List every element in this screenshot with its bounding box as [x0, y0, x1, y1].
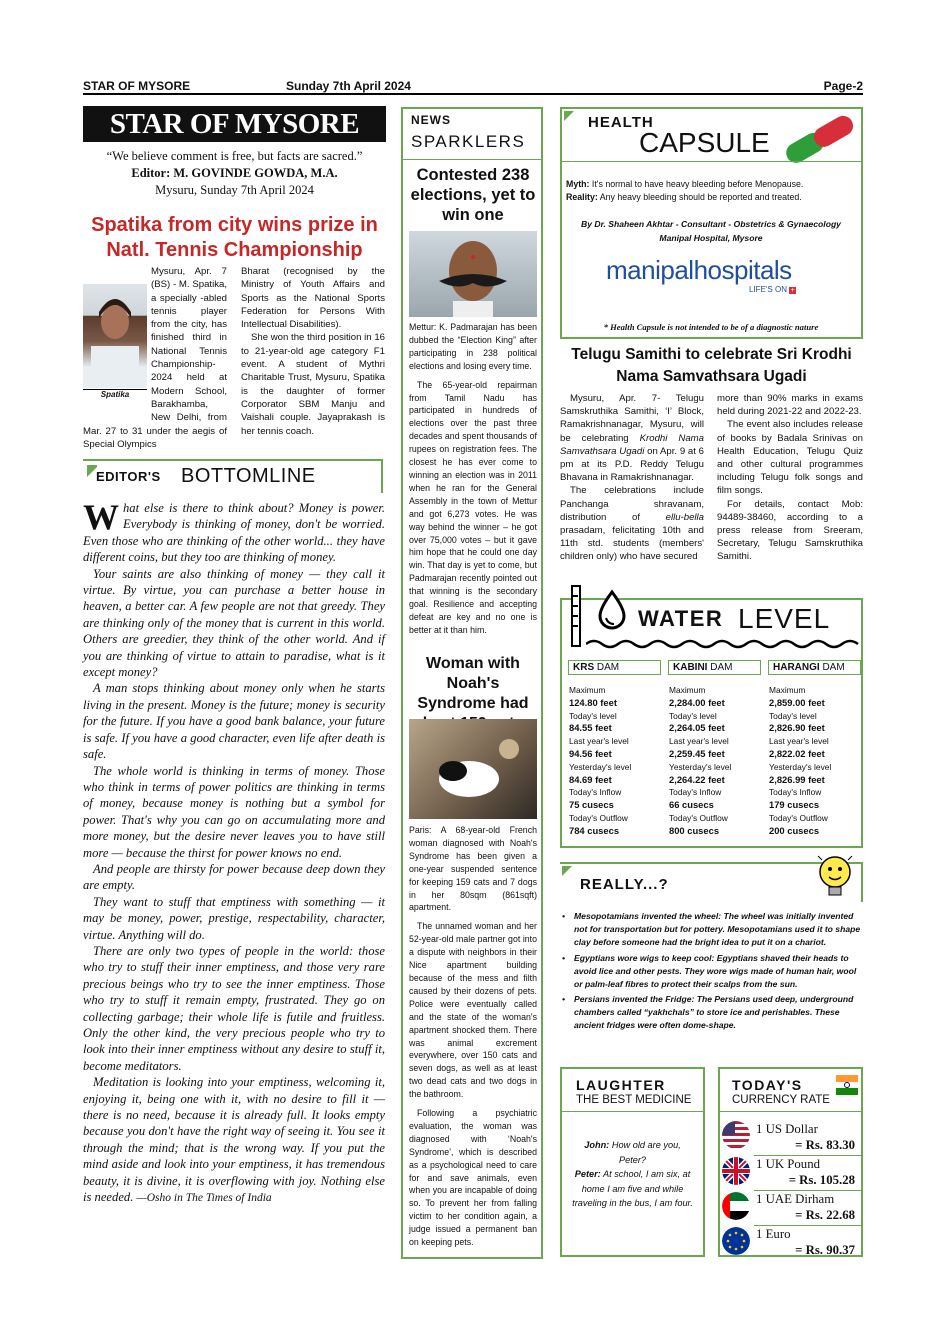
telugu-c1-italic2: ellu-bella [665, 511, 705, 523]
news-label-a: NEWS [411, 113, 451, 127]
cats-dogs-photo [409, 719, 537, 819]
joke-line-1: How old are you, Peter? [611, 1140, 681, 1165]
editorial-p1: hat else is there to think about? Money is power. Everybody is thinking of money, don't be worried. Even those who are thinking of the other world... they have different coins, but they too are thinking of money. [83, 501, 385, 565]
editorial-credit: —Osho in The Times of India [136, 1192, 272, 1205]
dam-suffix: DAM [596, 662, 620, 673]
news-s2-p1: Paris: A 68-year-old French woman diagnosed with Noah's Syndrome has been given a one-year suspended sentence for keeping 159 cats and 7 dogs in her 80sqm (861sqft) apartment. [409, 825, 537, 913]
currency-label-a: TODAY'S [732, 1077, 803, 1093]
editorial-p2: Your saints are also thinking of money — they call it virtue. By virtue, you can purchase a better house in heaven, a better car. A few people are not that greedy. They are thinking only of the money that is current in this world. Others are greedier, they think of the other world. And if you are thinking of virtue to attain to paradise, what is it except money? [83, 566, 385, 680]
health-note: * Health Capsule is not intended to be of a diagnostic nature [603, 322, 819, 332]
row-value: 800 cusecs [669, 824, 720, 836]
manipal-logo [606, 255, 792, 286]
corner-triangle-icon [562, 866, 572, 876]
telugu-c1c: The celebrations include Panchanga shravanam, distribution of [560, 485, 704, 523]
health-myth [566, 178, 856, 204]
health-label-a: HEALTH [588, 114, 654, 131]
dam-header-krs [568, 660, 661, 675]
really-item [562, 952, 862, 991]
logo-part-b: hospitals [693, 255, 792, 285]
editorial-p5: And people are thirsty for power because deep down they are empty. [83, 861, 385, 893]
currency-name: 1 UK Pound [756, 1157, 820, 1171]
bullet-icon: • [562, 952, 566, 963]
news-s1-p2: The 65-year-old repairman from Tamil Nadu has participated in hundreds of elections over the past three decades and spent thousands of rupees on registration fees. The closest he has ever come to winning an election was in 2011 when he ran for the General Assembly in the town of Mettur and got 6,273 votes. He was way behind the winner – he got over 75,000 votes – but it gave him hope that he could one day win. That day is yet to come, but Padmarajan recently pointed out that winning is the secondary goal. Resilience and accepting defeat are key and no one is better at it than him. [409, 379, 537, 635]
telugu-col1 [560, 392, 704, 564]
editorial-p3: A man stops thinking about money only when he starts living in the present. Money is the future; money is security for the future. If you have a good bank balance, your future is safe. If you have a good character, even life after death is safe. [83, 681, 385, 762]
joke-speaker-1: John: [584, 1140, 610, 1150]
really-label: REALLY...? [580, 876, 669, 893]
lead-col1 [83, 265, 227, 451]
row-label: Last year's level [669, 736, 729, 747]
photo-wrap-spacer [83, 283, 151, 418]
news-label-b: SPARKLERS [411, 132, 526, 151]
animals-graphic [409, 719, 537, 819]
news-story1 [409, 321, 537, 637]
really-item [562, 910, 862, 949]
eu-flag-icon [722, 1227, 750, 1255]
wave-line-graphic [586, 638, 862, 650]
news-sparklers-box [401, 107, 543, 1259]
row-value: 66 cusecs [669, 799, 714, 811]
row-label: Today's Outflow [669, 812, 728, 823]
row-label: Today's Outflow [569, 812, 628, 823]
dam-name: KRS [573, 662, 595, 673]
laughter-label-a: LAUGHTER [576, 1077, 666, 1093]
currency-divider [720, 1111, 861, 1112]
tagline-text: LIFE'S ON [749, 285, 787, 294]
telugu-c2b: The event also includes release of books by Badala Srinivas on Health Education, Telugu Quiz and other cultural programmes including Telugu folk songs and film songs. [717, 419, 863, 497]
health-byline [566, 217, 856, 245]
currency-name: 1 US Dollar [756, 1122, 818, 1136]
editorial-header [83, 459, 383, 493]
lightbulb-icon [812, 852, 858, 904]
us-flag-icon [722, 1121, 750, 1149]
man-portrait-graphic [409, 231, 537, 317]
row-value: 784 cusecs [569, 824, 620, 836]
header-date: Sunday 7th April 2024 [286, 79, 411, 93]
lead-col2 [241, 265, 385, 438]
row-label: Today's Outflow [769, 812, 828, 823]
dam-data-krs [569, 684, 664, 838]
row-label: Maximum [769, 685, 806, 695]
dam-data-kabini [669, 684, 764, 838]
currency-value: = Rs. 83.30 [795, 1138, 855, 1152]
currency-value: = Rs. 22.68 [795, 1208, 855, 1222]
editorial-label-a: EDITOR'S [96, 469, 161, 484]
uk-flag-icon [722, 1157, 750, 1185]
telugu-c1b: on Apr. 9 at 6 pm at its P.D. Reddy Telugu Bhavana in Ramakrishnanagar. [560, 445, 704, 484]
editorial-p6: They want to stuff that emptiness with something — it may be money, power, prestige, respectability, character, virtue. Anything will do. [83, 894, 385, 942]
telugu-headline: Telugu Samithi to celebrate Sri Krodhi Nama Samvathsara Ugadi [571, 346, 852, 385]
laughter-divider [562, 1111, 703, 1112]
myth-text: It's normal to have heavy bleeding before Menopause. [591, 179, 804, 189]
laughter-joke [570, 1138, 695, 1211]
india-flag-icon [836, 1075, 858, 1095]
row-value: 94.56 feet [569, 747, 612, 759]
reality-label: Reality: [566, 192, 598, 202]
election-king-photo [409, 231, 537, 317]
currency-value: = Rs. 105.28 [788, 1173, 855, 1187]
row-value: 2,264.22 feet [669, 773, 725, 785]
health-label-b: CAPSULE [639, 127, 770, 158]
telugu-c1-italic: Krodhi Nama Samvathsara Ugadi [560, 432, 704, 457]
row-label: Today's level [769, 710, 817, 721]
dateline: Mysuru, Sunday 7th April 2024 [155, 183, 314, 197]
currency-value: = Rs. 90.37 [795, 1243, 855, 1257]
row-value: 2,822.02 feet [769, 747, 825, 759]
news-divider [403, 159, 541, 160]
currency-box [718, 1067, 863, 1257]
water-label-a: WATER [638, 606, 724, 631]
bullet-icon: • [562, 994, 566, 1005]
really-item-text: Persians invented the Fridge: The Persians used deep, underground chambers called “yakhchals” to store ice and perishables. These ancient fridges were often dome-shape. [574, 994, 854, 1031]
telugu-c1d: prasadam, felicitating 10th and 11th std. students (members' children only) who have secured [560, 525, 704, 563]
editorial-body [83, 497, 385, 1206]
row-value: 2,859.00 feet [769, 696, 825, 708]
news-story2 [409, 824, 537, 1249]
health-hospital: Manipal Hospital, Mysore [659, 233, 763, 243]
dam-suffix: DAM [822, 662, 845, 673]
uae-flag-icon [722, 1192, 750, 1220]
row-value: 200 cusecs [769, 824, 820, 836]
editorial-p7: There are only two types of people in the world: those who try to stuff their inner emptiness, and those very rare precious beings who try to see the inner emptiness. Those who try to stuff it remain empty, frustrated. They go on collecting garbage; their whole life is futile and fruitless. Only the other kind, the very precious people who try to look into their inner emptiness without any desire to stuff it, become meditators. [83, 943, 385, 1073]
row-value: 2,259.45 feet [669, 747, 725, 759]
row-value: 75 cusecs [569, 799, 614, 811]
health-author: By Dr. Shaheen Akhtar - Consultant - Obstetrics & Gynaecology [581, 219, 841, 229]
dam-name: HARANGI [773, 662, 820, 673]
joke-line-2: At school, I am six, at home I am five and while traveling in the bus, I am four. [572, 1169, 693, 1209]
health-capsule-box [560, 107, 863, 339]
dam-data-harangi [769, 684, 864, 838]
bullet-icon: • [562, 911, 566, 921]
dropcap: W [83, 497, 119, 537]
really-item [562, 993, 862, 1032]
row-label: Maximum [669, 685, 706, 695]
page-header [83, 78, 863, 95]
rate-divider [754, 1225, 861, 1226]
manipal-tagline [749, 285, 796, 294]
row-value: 2,284.00 feet [669, 696, 725, 708]
joke-speaker-2: Peter: [574, 1169, 601, 1180]
news-h2: Woman with Noah's Syndrome had [417, 655, 529, 712]
health-divider [562, 161, 861, 162]
header-paper: STAR OF MYSORE [83, 79, 191, 93]
row-label: Today's Inflow [569, 787, 622, 798]
lead-headline: Spatika from city wins prize in Natl. Tennis Championship [91, 214, 378, 261]
lead-col2-p1: Bharat (recognised by the Ministry of Youth Affairs and Sports as the National Sports Federation for Persons With Intellectual Disabilities). [241, 266, 385, 331]
row-label: Yesterday's level [569, 761, 632, 772]
editorial-p8: Meditation is looking into your emptiness, welcoming it, enjoying it, being one with it, with no desire to fill it — there is no need, because it is already full. It looks empty because you don't have the right way of seeing it. You see it through the mind; that is the wrong way. If you put the mind aside and look into your emptiness, it has tremendous beauty, it is divine, it is overflowing with joy. Nothing else is needed. [83, 1075, 385, 1205]
header-page: Page-2 [823, 79, 863, 93]
row-label: Maximum [569, 685, 606, 695]
telugu-col2 [717, 392, 863, 564]
row-value: 124.80 feet [569, 696, 617, 708]
capsule-pill-icon [778, 111, 862, 165]
dam-name: KABINI [673, 662, 708, 673]
telugu-c2c: For details, contact Mob: 94489-38460, according to a press release from Sreeram, Secretary, Telugu Samskruthika Samithi. [717, 498, 863, 563]
really-item-text: Mesopotamians invented the wheel: The wheel was initially invented not for transportation but for pottery. Mesopotamians used it to shape clay before someone had the bright idea to put it on a chariot. [574, 911, 861, 947]
dam-header-harangi [768, 660, 861, 675]
news-s1-p1: Mettur: K. Padmarajan has been dubbed the “Election King” after participating in 238 political elections and losing every time. [409, 322, 537, 371]
dam-header-kabini [668, 660, 761, 675]
water-label-b: LEVEL [738, 603, 831, 634]
logo-part-a: manipal [606, 255, 694, 285]
corner-triangle-icon [564, 111, 574, 121]
really-item-text: Egyptians wore wigs to keep cool: Egyptians shaved their heads to avoid lice and other pests. They wore wigs made of human hair, wool or palm-leaf fibres to protect their scalps from the sun. [574, 952, 857, 989]
telugu-c2a: more than 90% marks in exams held during 2021-22 and 2022-23. [717, 393, 863, 418]
laughter-box [560, 1067, 705, 1257]
masthead-block [83, 148, 386, 199]
row-label: Last year's level [769, 736, 829, 747]
masthead-title: STAR OF MYSORE [83, 106, 386, 142]
row-value: 2,826.90 feet [769, 722, 825, 734]
row-value: 84.55 feet [569, 722, 612, 734]
editorial-label-b: BOTTOMLINE [181, 465, 316, 487]
row-value: 84.69 feet [569, 773, 612, 785]
laughter-label-b: THE BEST MEDICINE [576, 1094, 692, 1106]
rate-divider [754, 1155, 861, 1156]
row-label: Yesterday's level [669, 761, 732, 772]
row-label: Yesterday's level [769, 761, 832, 772]
motto: “We believe comment is free, but facts are sacred.” [106, 149, 363, 163]
row-value: 179 cusecs [769, 799, 820, 811]
lead-col2-p2: She won the third position in 16 to 21-year-old age category F1 event. A student of Mythri Charitable Trust, Mysuru, Spatika is the daughter of former Corporator SBM Manju and Vaishali couple. Jayaprakash is her tennis coach. [241, 332, 385, 437]
row-value: 2,826.99 feet [769, 773, 825, 785]
news-h1: Contested 238 elections, yet to win one [410, 166, 536, 224]
row-label: Today's Inflow [769, 787, 822, 798]
plus-icon: + [790, 287, 795, 294]
lead-col1-text: Mysuru, Apr. 7 (BS) - M. Spatika, a specially -abled tennis player from the city, has finished third in National Tennis Championship-2024 held at Modern School, Barakhamba, New Delhi, from Mar. 27 to 31 under the aegis of Special Olympics [83, 266, 227, 450]
news-s2-p3: Following a psychiatric evaluation, the woman was diagnosed with ‘Noah's Syndrome’, which is described as a psychological need to care for and save animals, even when you are incapable of doing so. To prevent her from falling victim to her condition again, a judge issued a permanent ban on keeping pets. [409, 1108, 537, 1248]
photo-caption: Spatika [83, 389, 147, 400]
really-list [562, 910, 862, 1032]
currency-label-b: CURRENCY RATE [732, 1094, 830, 1106]
row-label: Today's level [569, 710, 617, 721]
reality-text: Any heavy bleeding should be reported and treated. [599, 192, 802, 202]
news-s2-p2: The unnamed woman and her 52-year-old male partner got into a dispute with neighbors in their Nice apartment building because of the mess and filth caused by their dozens of pets. Police were eventually called and the state of the woman's apartment shocked them. There was animal excrement everywhere, over 150 cats and seven dogs, as well as at least two dead cats and two dogs in the bathroom. [409, 921, 537, 1100]
row-label: Last year's level [569, 736, 629, 747]
water-level-box [560, 598, 863, 848]
row-label: Today's level [669, 710, 717, 721]
row-value: 2,264.05 feet [669, 722, 725, 734]
rate-divider [754, 1190, 861, 1191]
editorial-p4: The whole world is thinking in terms of money. Those who think in terms of power politics are thinking in terms of money, because money is nothing but a symbol for power. That's why you can go on accumulating more and more money, but the desire never leaves you to have still more — because the thirst for power knows no end. [83, 763, 385, 860]
currency-name: 1 UAE Dirham [756, 1192, 835, 1206]
row-label: Today's Inflow [669, 787, 722, 798]
dam-suffix: DAM [710, 662, 733, 673]
myth-label: Myth: [566, 179, 590, 189]
editor-line: Editor: M. GOVINDE GOWDA, M.A. [131, 166, 338, 180]
currency-name: 1 Euro [756, 1227, 791, 1241]
telugu-c1a: Mysuru, Apr. 7- Telugu Samskruthika Samithi, ‘I’ Block, Ramakrishnanagar, Mysuru, will be celebrating [560, 393, 704, 444]
